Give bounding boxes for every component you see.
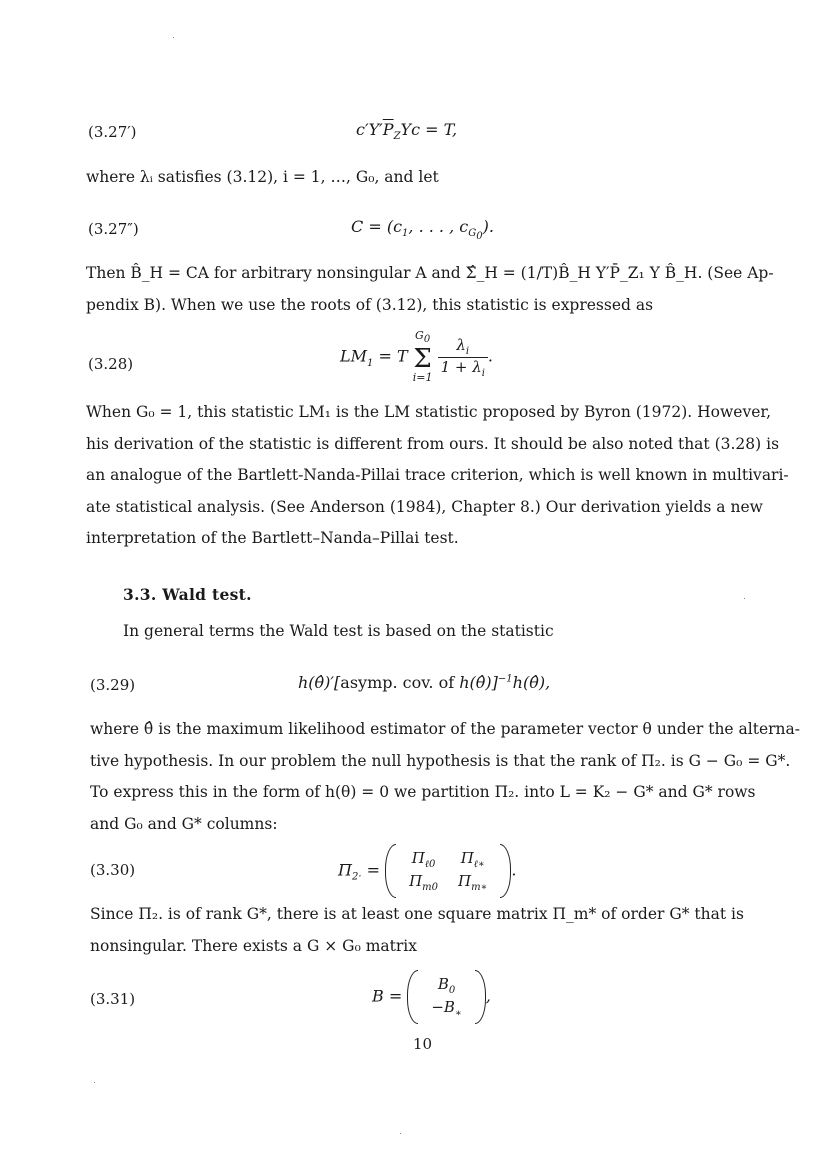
- scan-speck: [744, 598, 745, 599]
- equation-3-31: B = $B_0$ $-B_∗$ ,: [372, 974, 491, 1020]
- equation-3-27-double-prime: $C = (c_1$, . . . , $c_{G_0}$).: [351, 217, 494, 243]
- text-line: To express this in the form of h(θ) = 0 we partition Π₂. into L = K₂ − G* and G* rows: [90, 783, 756, 801]
- text-line: his derivation of the statistic is different from ours. It should be also noted that (3.28) is: [86, 434, 780, 453]
- text-line: When G₀ = 1, this statistic LM₁ is the LM statistic proposed by Byron (1972). However,: [86, 403, 772, 421]
- text-line: an analogue of the Bartlett-Nanda-Pillai trace criterion, which is well known in multivari-: [86, 466, 789, 484]
- text-line: and G₀ and G* columns:: [90, 814, 278, 833]
- equation-3-28: $LM_1 = T$ $G_0$ Σ i=1 $\frac{\lambda_i}{1 + \lambda_i}$ .: [340, 329, 494, 385]
- scan-speck: [173, 37, 174, 38]
- paragraph: [86, 397, 789, 555]
- matrix: $\Pi_{\ell 0}$ $\Pi_{\ell∗}$ $\Pi_{m0}$ $\Pi_{m∗}$: [385, 848, 511, 894]
- summation-sign: $G_0$ Σ i=1: [412, 329, 433, 385]
- equation-3-27-prime: $c'Y'\overline{P}_ZYc = T$,: [356, 120, 458, 143]
- text-line: tive hypothesis. In our problem the null hypothesis is that the rank of Π₂. is G − G₀ = G*.: [90, 751, 791, 770]
- paragraph: [90, 714, 800, 840]
- paragraph: [90, 899, 754, 962]
- text-line: Then B̂_H = CA for arbitrary nonsingular A and Σ̂_H = (1/T)B̂_H Y′P̄_Z₁ Y B̂_H. (See Ap-: [86, 264, 774, 282]
- section-heading: 3.3. Wald test.: [123, 585, 252, 604]
- paragraph: where λᵢ satisfies (3.12), i = 1, …, G₀, and let: [86, 168, 439, 186]
- equation-label: (3.27″): [88, 220, 139, 238]
- text-line: Since Π₂. is of rank G*, there is at least one square matrix Π_m* of order G* that is: [90, 905, 744, 923]
- text-line: nonsingular. There exists a G × G₀ matrix: [90, 936, 417, 955]
- equation-3-30: $\Pi_{2\cdot}$ = $\Pi_{\ell 0}$ $\Pi_{\ell∗}$ $\Pi_{m0}$ $\Pi_{m∗}$ .: [338, 848, 517, 894]
- equation-label: (3.30): [90, 861, 136, 879]
- paragraph: In general terms the Wald test is based on the statistic: [123, 622, 554, 640]
- equation-label: (3.29): [90, 676, 136, 694]
- text-line: interpretation of the Bartlett–Nanda–Pillai test.: [86, 529, 459, 547]
- equation-3-29: h(θ̂)′[asymp. cov. of h(θ̂)]$^{-1}$h(θ̂),: [298, 673, 551, 692]
- text-line: ate statistical analysis. (See Anderson (1984), Chapter 8.) Our derivation yields a new: [86, 497, 763, 516]
- equation-label: (3.31): [90, 990, 136, 1008]
- page-number: 10: [413, 1035, 433, 1053]
- equation-label: (3.27′): [88, 123, 137, 141]
- fraction: $\frac{\lambda_i}{1 + \lambda_i}$: [438, 336, 488, 379]
- scan-speck: [400, 1133, 401, 1134]
- text-line: where θ̂ is the maximum likelihood estimator of the parameter vector θ under the alterna-: [90, 720, 800, 738]
- scan-speck: [94, 1082, 95, 1083]
- equation-label: (3.28): [88, 355, 134, 373]
- text-line: pendix B). When we use the roots of (3.12), this statistic is expressed as: [86, 295, 654, 314]
- matrix: $B_0$ $-B_∗$: [407, 974, 485, 1020]
- paragraph: [86, 258, 774, 321]
